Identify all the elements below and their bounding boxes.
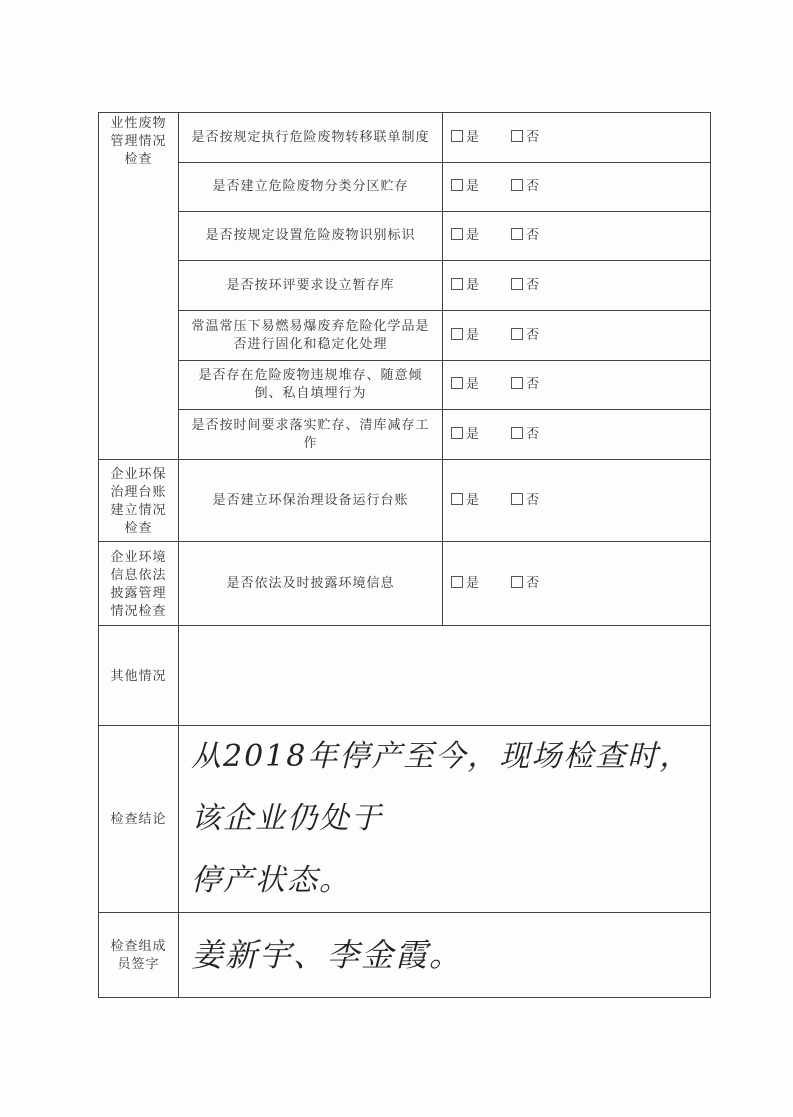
table-row	[99, 542, 711, 626]
no-label: 否	[526, 377, 541, 392]
yes-label: 是	[466, 575, 481, 591]
option-cell	[443, 212, 711, 261]
option-cell	[443, 542, 711, 626]
check-item: 是否建立危险废物分类分区贮存	[179, 163, 443, 212]
check-item: 是否按环评要求设立暂存库	[179, 261, 443, 311]
table-row	[99, 460, 711, 542]
option-cell	[443, 361, 711, 410]
table-row	[99, 913, 711, 998]
no-checkbox[interactable]	[511, 493, 523, 505]
no-label: 否	[526, 327, 541, 343]
yes-checkbox[interactable]	[451, 278, 463, 290]
yes-checkbox[interactable]	[451, 179, 463, 191]
option-cell	[443, 261, 711, 311]
table-row	[99, 311, 711, 361]
table-row	[99, 626, 711, 726]
no-label: 否	[526, 492, 541, 508]
signature-value[interactable]	[179, 913, 711, 998]
check-item: 是否存在危险废物违规堆存、随意倾倒、私自填埋行为	[179, 361, 443, 410]
table-row	[99, 163, 711, 212]
check-item: 是否按规定设置危险废物识别标识	[179, 212, 443, 261]
table-row	[99, 113, 711, 163]
yes-checkbox[interactable]	[451, 493, 463, 505]
table-row	[99, 726, 711, 913]
yes-label: 是	[466, 492, 481, 508]
no-label: 否	[526, 129, 541, 145]
check-item: 是否依法及时披露环境信息	[179, 542, 443, 626]
yes-checkbox[interactable]	[451, 130, 463, 142]
conclusion-value[interactable]	[179, 726, 711, 913]
other-label: 其他情况	[99, 626, 179, 726]
option-cell	[443, 163, 711, 212]
yes-label: 是	[466, 277, 481, 293]
no-checkbox[interactable]	[511, 228, 523, 240]
table-row	[99, 261, 711, 311]
category-cell: 企业环保 治理台账 建立情况 检查	[99, 460, 179, 542]
option-cell	[443, 460, 711, 542]
yes-label: 是	[466, 228, 481, 243]
no-label: 否	[526, 277, 541, 293]
table-row	[99, 212, 711, 261]
conclusion-line-2: 停产状态。	[191, 863, 351, 898]
category-cell: 企业环境 信息依法 披露管理 情况检查	[99, 542, 179, 626]
table-row	[99, 361, 711, 410]
no-checkbox[interactable]	[511, 427, 523, 439]
yes-label: 是	[466, 179, 481, 194]
signature-text: 姜新宇、李金霞。	[191, 936, 464, 974]
signature-label: 检查组成 员签字	[99, 913, 179, 998]
yes-checkbox[interactable]	[451, 377, 463, 389]
yes-checkbox[interactable]	[451, 328, 463, 340]
yes-label: 是	[466, 129, 481, 145]
no-checkbox[interactable]	[511, 377, 523, 389]
check-item: 是否按规定执行危险废物转移联单制度	[179, 113, 443, 163]
table-row	[99, 410, 711, 460]
category-cell: 业性废物 管理情况 检查	[99, 113, 179, 460]
no-checkbox[interactable]	[511, 278, 523, 290]
option-cell	[443, 113, 711, 163]
option-cell	[443, 311, 711, 361]
yes-checkbox[interactable]	[451, 228, 463, 240]
yes-label: 是	[466, 327, 481, 343]
no-checkbox[interactable]	[511, 179, 523, 191]
check-item: 是否建立环保治理设备运行台账	[179, 460, 443, 542]
no-label: 否	[526, 426, 541, 442]
conclusion-label: 检查结论	[99, 726, 179, 913]
yes-label: 是	[466, 426, 481, 442]
check-item: 是否按时间要求落实贮存、清库减存工作	[179, 410, 443, 460]
check-item: 常温常压下易燃易爆废弃危险化学品是否进行固化和稳定化处理	[179, 311, 443, 361]
conclusion-line-1: 从2018年停产至今，现场检查时，该企业仍处于	[191, 739, 692, 836]
no-checkbox[interactable]	[511, 130, 523, 142]
no-label: 否	[526, 228, 541, 243]
yes-checkbox[interactable]	[451, 576, 463, 588]
yes-checkbox[interactable]	[451, 427, 463, 439]
inspection-table	[98, 112, 711, 998]
other-value[interactable]	[179, 626, 711, 726]
option-cell	[443, 410, 711, 460]
no-checkbox[interactable]	[511, 328, 523, 340]
no-checkbox[interactable]	[511, 576, 523, 588]
no-label: 否	[526, 575, 541, 591]
yes-label: 是	[466, 377, 481, 392]
no-label: 否	[526, 179, 541, 194]
